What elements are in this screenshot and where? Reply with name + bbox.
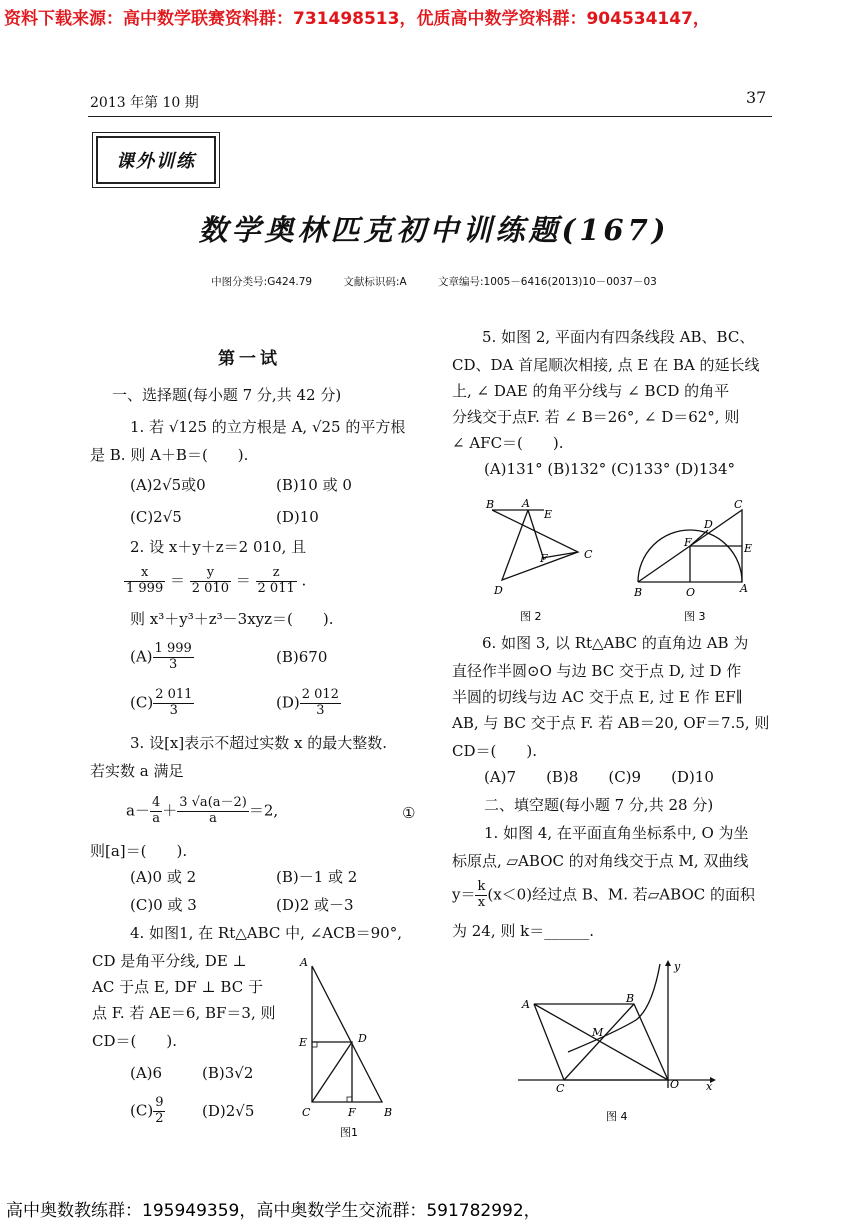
q1-option-d: (D)10	[276, 508, 319, 526]
fig2-label-f: F	[540, 552, 548, 565]
q2-frac-x: $\frac{x}{1 999}$	[126, 565, 164, 596]
q2-option-b: (B)670	[276, 648, 328, 666]
fig2-label-a: A	[522, 497, 530, 510]
q2-equation: $\frac{x}{1 999}$ ＝ $\frac{y}{2 010}$ ＝ $\frac{z}{2 011}$ .	[126, 565, 307, 596]
q5-line3: 上, ∠ DAE 的角平分线与 ∠ BCD 的角平	[452, 382, 730, 400]
section-first-round: 第一试	[218, 349, 281, 369]
q1-option-b: (B)10 或 0	[276, 476, 352, 494]
fig1-label-b: B	[384, 1106, 393, 1119]
fig1-triangle	[312, 966, 382, 1102]
q2-frac-z: $\frac{z}{2 011}$	[257, 565, 295, 596]
fig3-label-o: O	[686, 586, 696, 599]
fig4-hyperbola	[568, 964, 660, 1052]
q3-option-c: (C)0 或 3	[130, 896, 197, 914]
q1-option-c: (C)2√5	[130, 508, 182, 526]
page-number: 37	[746, 88, 767, 107]
fig3-label-f: F	[684, 536, 692, 549]
doc-code: 文献标识码:A	[343, 276, 407, 288]
header-rule	[88, 116, 772, 117]
top-banner: 资料下载来源：高中数学联赛资料群：731498513，优质高中数学资料群：904534147，	[4, 9, 710, 29]
q4-option-c: (C) $\frac{9}{2}$	[130, 1095, 164, 1126]
q3-equation-mark: ①	[402, 804, 416, 822]
q4-line4: 点 F. 若 AE＝6, BF＝3, 则	[92, 1004, 276, 1022]
fig2-label-e: E	[544, 508, 553, 521]
q3-option-d: (D)2 或－3	[276, 896, 354, 914]
fig1-label-d: D	[358, 1032, 367, 1045]
fig4-label-o: O	[670, 1078, 680, 1091]
fig3-caption: 图 3	[684, 610, 706, 623]
q1-option-a: (A)2√5或0	[130, 476, 206, 494]
f1-line1: 1. 如图 4, 在平面直角坐标系中, O 为坐	[484, 824, 749, 842]
fill-heading: 二、填空题(每小题 7 分,共 28 分)	[484, 796, 714, 814]
fig3-label-e: E	[744, 542, 753, 555]
fig4-diagonal-bc	[564, 1004, 634, 1080]
f1-line3: y＝ $\frac{k}{x}$ (x＜0)经过点 B、M. 若▱ABOC 的面积	[452, 879, 755, 910]
q2-line3: 则 x³＋y³＋z³－3xyz＝( ).	[130, 610, 334, 628]
fig1-label-e: E	[299, 1036, 308, 1049]
fig1-bisector	[312, 1042, 352, 1102]
fig2-label-c: C	[584, 548, 593, 561]
fig1-label-a: A	[300, 956, 308, 969]
fig3-label-b: B	[634, 586, 643, 599]
q6-line2: 直径作半圆⊙O 与边 BC 交于点 D, 过 D 作	[452, 662, 742, 680]
q1-line1: 1. 若 √125 的立方根是 A, √25 的平方根	[130, 418, 406, 436]
q4-line1: 4. 如图1, 在 Rt△ABC 中, ∠ACB＝90°,	[130, 924, 402, 942]
q2-option-c: (C) $\frac{2 011}{3}$	[130, 687, 193, 718]
q6-line1: 6. 如图 3, 以 Rt△ABC 的直角边 AB 为	[482, 634, 749, 652]
fig4-label-x: x	[706, 1080, 713, 1093]
f1-line2: 标原点, ▱ABOC 的对角线交于点 M, 双曲线	[452, 852, 749, 870]
figure-3	[628, 496, 758, 624]
q2-option-a: (A) $\frac{1 999}{3}$	[130, 641, 192, 672]
q4-line5: CD＝( ).	[92, 1032, 177, 1050]
fig4-label-m: M	[592, 1026, 604, 1039]
fig4-label-y: y	[674, 960, 681, 973]
q4-line3: AC 于点 E, DF ⊥ BC 于	[92, 978, 263, 996]
q5-options: (A)131° (B)132° (C)133° (D)134°	[484, 460, 736, 478]
fig4-label-c: C	[556, 1082, 565, 1095]
fig1-label-c: C	[302, 1106, 311, 1119]
figure-1	[296, 952, 406, 1138]
q2-line1: 2. 设 x＋y＋z＝2 010, 且	[130, 538, 307, 556]
fig1-label-f: F	[348, 1106, 356, 1119]
q4-option-b: (B)3√2	[202, 1064, 254, 1082]
q3-option-a: (A)0 或 2	[130, 868, 197, 886]
q4-line2: CD 是角平分线, DE ⊥	[92, 952, 247, 970]
figure-4	[510, 958, 720, 1128]
q2-option-d: (D) $\frac{2 012}{3}$	[276, 687, 339, 718]
q4-option-d: (D)2√5	[202, 1102, 255, 1120]
fig3-label-c: C	[734, 498, 743, 511]
issue-label: 2013 年第 10 期	[90, 95, 199, 111]
fig4-label-a: A	[522, 998, 530, 1011]
q3-line2: 若实数 a 满足	[90, 762, 184, 780]
q5-line2: CD、DA 首尾顺次相接, 点 E 在 BA 的延长线	[452, 356, 760, 374]
fig3-label-a: A	[740, 582, 748, 595]
fig2-quadrilateral	[492, 510, 578, 580]
fig1-caption: 图1	[340, 1126, 358, 1138]
f1-line4: 为 24, 则 k＝______.	[452, 922, 595, 940]
fig4-caption: 图 4	[606, 1110, 628, 1123]
clc-code: 中图分类号:G424.79	[211, 276, 313, 288]
q3-equation: a－ $\frac{4}{a}$ ＋ $\frac{3 √a(a-2)}{a}$ ＝2,	[126, 795, 279, 826]
q5-line4: 分线交于点F. 若 ∠ B＝26°, ∠ D＝62°, 则	[452, 408, 740, 426]
q5-line5: ∠ AFC＝( ).	[452, 434, 564, 452]
fig2-label-b: B	[486, 498, 495, 511]
q3-line1: 3. 设[x]表示不超过实数 x 的最大整数.	[130, 734, 388, 752]
fig2-caption: 图 2	[520, 610, 542, 623]
q1-line2: 是 B. 则 A＋B＝( ).	[90, 446, 249, 464]
fig3-label-d: D	[704, 518, 713, 531]
fig2-label-d: D	[494, 584, 503, 597]
article-number: 文章编号:1005－6416(2013)10－0037－03	[438, 276, 657, 288]
fig4-diagonal-ao	[534, 1004, 668, 1080]
q3-option-b: (B)－1 或 2	[276, 868, 358, 886]
bottom-banner: 高中奥数教练群：195949359，高中奥数学生交流群：591782992，	[6, 1201, 541, 1221]
q3-line4: 则[a]＝( ).	[90, 842, 188, 860]
fig3-tangent	[690, 530, 708, 546]
choice-heading: 一、选择题(每小题 7 分,共 42 分)	[112, 386, 342, 404]
q4-option-a: (A)6	[130, 1064, 163, 1082]
q5-line1: 5. 如图 2, 平面内有四条线段 AB、BC、	[482, 328, 755, 346]
fig4-label-b: B	[626, 992, 635, 1005]
q2-frac-y: $\frac{y}{2 010}$	[191, 565, 229, 596]
article-title: 数学奥林匹克初中训练题(167)	[198, 213, 670, 247]
section-badge: 课外训练	[96, 136, 216, 184]
q6-line4: AB, 与 BC 交于点 F. 若 AB＝20, OF＝7.5, 则	[452, 714, 770, 732]
q6-options: (A)7 (B)8 (C)9 (D)10	[484, 768, 714, 786]
figure-2	[478, 496, 608, 624]
q6-line3: 半圆的切线与边 AC 交于点 E, 过 E 作 EF∥	[452, 688, 743, 706]
article-meta	[0, 274, 868, 289]
q6-line5: CD＝( ).	[452, 742, 537, 760]
